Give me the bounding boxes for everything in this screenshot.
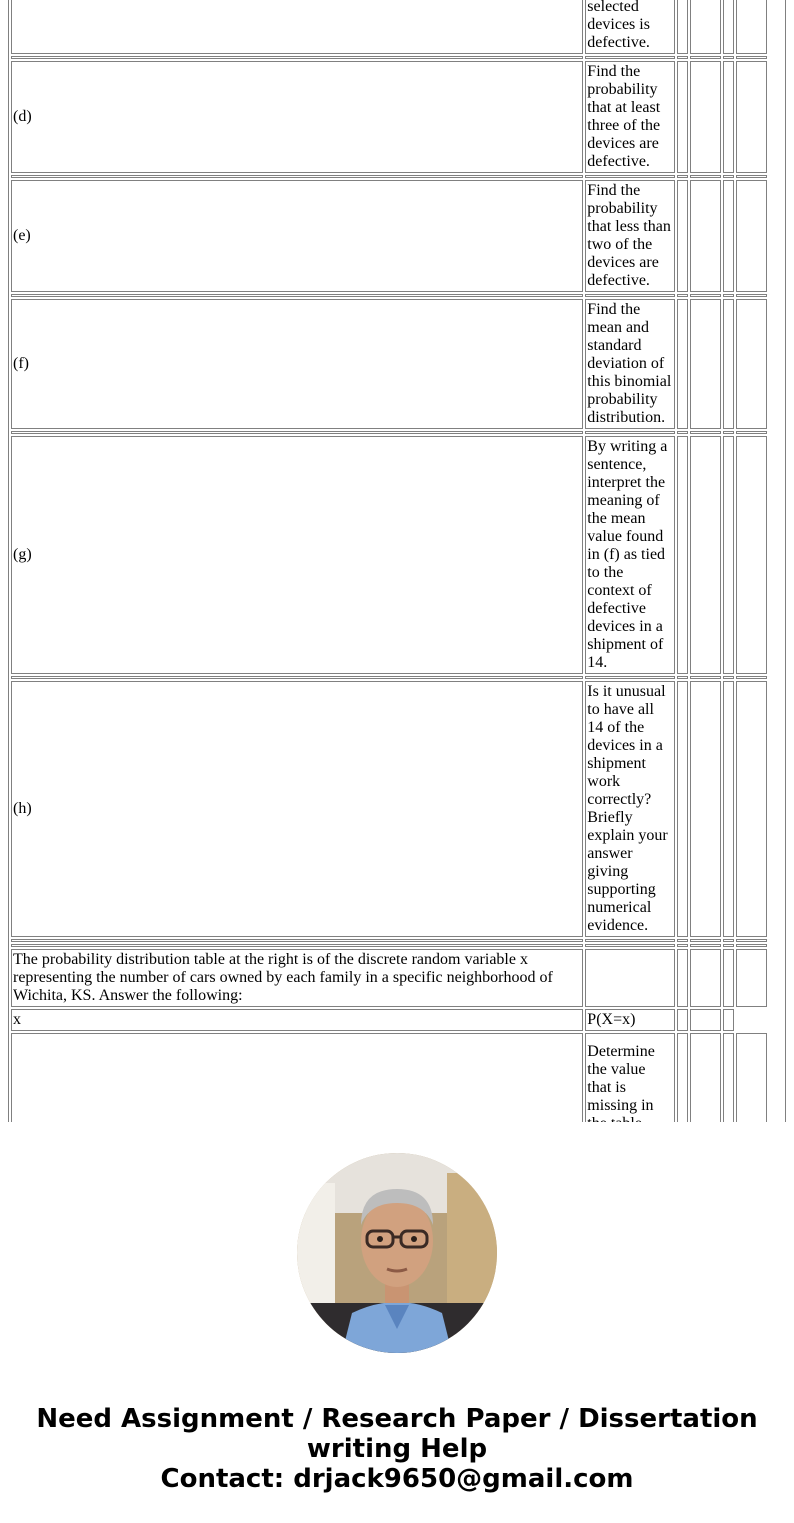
answer-cell bbox=[677, 61, 688, 173]
question-row bbox=[11, 681, 783, 937]
question-text: By writing a sentence, interpret the meaning of the mean value found in (f) as tied to the context of defective devices in a shipment of 14. bbox=[585, 436, 675, 674]
separator-dots bbox=[769, 436, 783, 674]
answer-cell bbox=[736, 299, 767, 429]
answer-cell bbox=[690, 299, 721, 429]
promo-subline: writing Help bbox=[306, 1434, 488, 1464]
answer-cell bbox=[736, 949, 767, 1007]
question-row bbox=[11, 436, 783, 674]
promo-headline: Need Assignment / Research Paper / Dissertation bbox=[36, 1404, 758, 1434]
question-label: (g) bbox=[11, 436, 583, 674]
row-separator bbox=[11, 175, 783, 178]
problem-intro-text: The probability distribution table at the right is of the discrete random variable x representing the number of cars owned by each family in a specific neighborhood of Wichita, KS. Answer the following: bbox=[11, 949, 583, 1007]
answer-cell bbox=[677, 949, 688, 1007]
answer-cell bbox=[736, 180, 767, 292]
answer-cell bbox=[736, 61, 767, 173]
answer-cell bbox=[723, 1009, 734, 1031]
row-separator bbox=[11, 676, 783, 679]
row-separator bbox=[11, 944, 783, 947]
separator-dots bbox=[769, 0, 783, 54]
question-label: (d) bbox=[11, 61, 583, 173]
answer-cell bbox=[690, 436, 721, 674]
answer-cell bbox=[723, 949, 734, 1007]
question-label: (e) bbox=[11, 180, 583, 292]
question-text: Find the mean and standard deviation of this binomial probability distribution. bbox=[585, 299, 675, 429]
questions-table bbox=[8, 0, 786, 1146]
question-row bbox=[11, 61, 783, 173]
answer-cell bbox=[723, 681, 734, 937]
question-text: Determine the value that is missing in bbox=[585, 1033, 675, 1143]
column-header-probability: P(X=x) bbox=[585, 1009, 675, 1031]
question-row bbox=[11, 299, 783, 429]
answer-cell bbox=[723, 61, 734, 173]
answer-cell bbox=[677, 436, 688, 674]
question-label: (h) bbox=[11, 681, 583, 937]
promo-contact[interactable]: Contact: drjack9650@gmail.com bbox=[160, 1464, 634, 1494]
question-label bbox=[11, 0, 583, 54]
answer-cell bbox=[736, 681, 767, 937]
answer-cell bbox=[677, 180, 688, 292]
separator-dots bbox=[769, 299, 783, 429]
answer-cell bbox=[690, 681, 721, 937]
separator-dots bbox=[769, 681, 783, 937]
person-photo-avatar-icon bbox=[297, 1153, 497, 1353]
answer-cell bbox=[677, 1009, 688, 1031]
answer-cell bbox=[677, 681, 688, 937]
answer-cell bbox=[677, 0, 688, 54]
separator-dots bbox=[769, 61, 783, 173]
row-separator bbox=[11, 56, 783, 59]
answer-cell bbox=[585, 949, 675, 1007]
question-row bbox=[11, 0, 783, 54]
answer-cell bbox=[723, 436, 734, 674]
question-text: selected devices is defective. bbox=[585, 0, 675, 54]
answer-cell bbox=[736, 436, 767, 674]
row-separator bbox=[11, 294, 783, 297]
question-text: Is it unusual to have all 14 of the devices in a shipment work correctly? Briefly explain your answer giving supporting numerical evidence. bbox=[585, 681, 675, 937]
question-text: Find the probability that at least three of the devices are defective. bbox=[585, 61, 675, 173]
answer-cell bbox=[723, 180, 734, 292]
row-separator bbox=[11, 939, 783, 942]
promo-banner bbox=[0, 1122, 794, 1523]
row-separator bbox=[11, 431, 783, 434]
separator-dots bbox=[769, 180, 783, 292]
answer-cell bbox=[690, 1009, 721, 1031]
problem-intro-row bbox=[11, 949, 783, 1007]
question-text: Find the probability that less than two of the devices are defective. bbox=[585, 180, 675, 292]
distribution-header-row bbox=[11, 1009, 783, 1031]
answer-cell bbox=[723, 0, 734, 54]
answer-cell bbox=[690, 61, 721, 173]
question-label: (f) bbox=[11, 299, 583, 429]
avatar bbox=[297, 1153, 497, 1353]
answer-cell bbox=[690, 180, 721, 292]
column-header-x: x bbox=[11, 1009, 583, 1031]
answer-cell bbox=[723, 299, 734, 429]
answer-cell bbox=[736, 0, 767, 54]
answer-cell bbox=[690, 0, 721, 54]
answer-cell bbox=[677, 299, 688, 429]
question-row bbox=[11, 180, 783, 292]
answer-cell bbox=[690, 949, 721, 1007]
